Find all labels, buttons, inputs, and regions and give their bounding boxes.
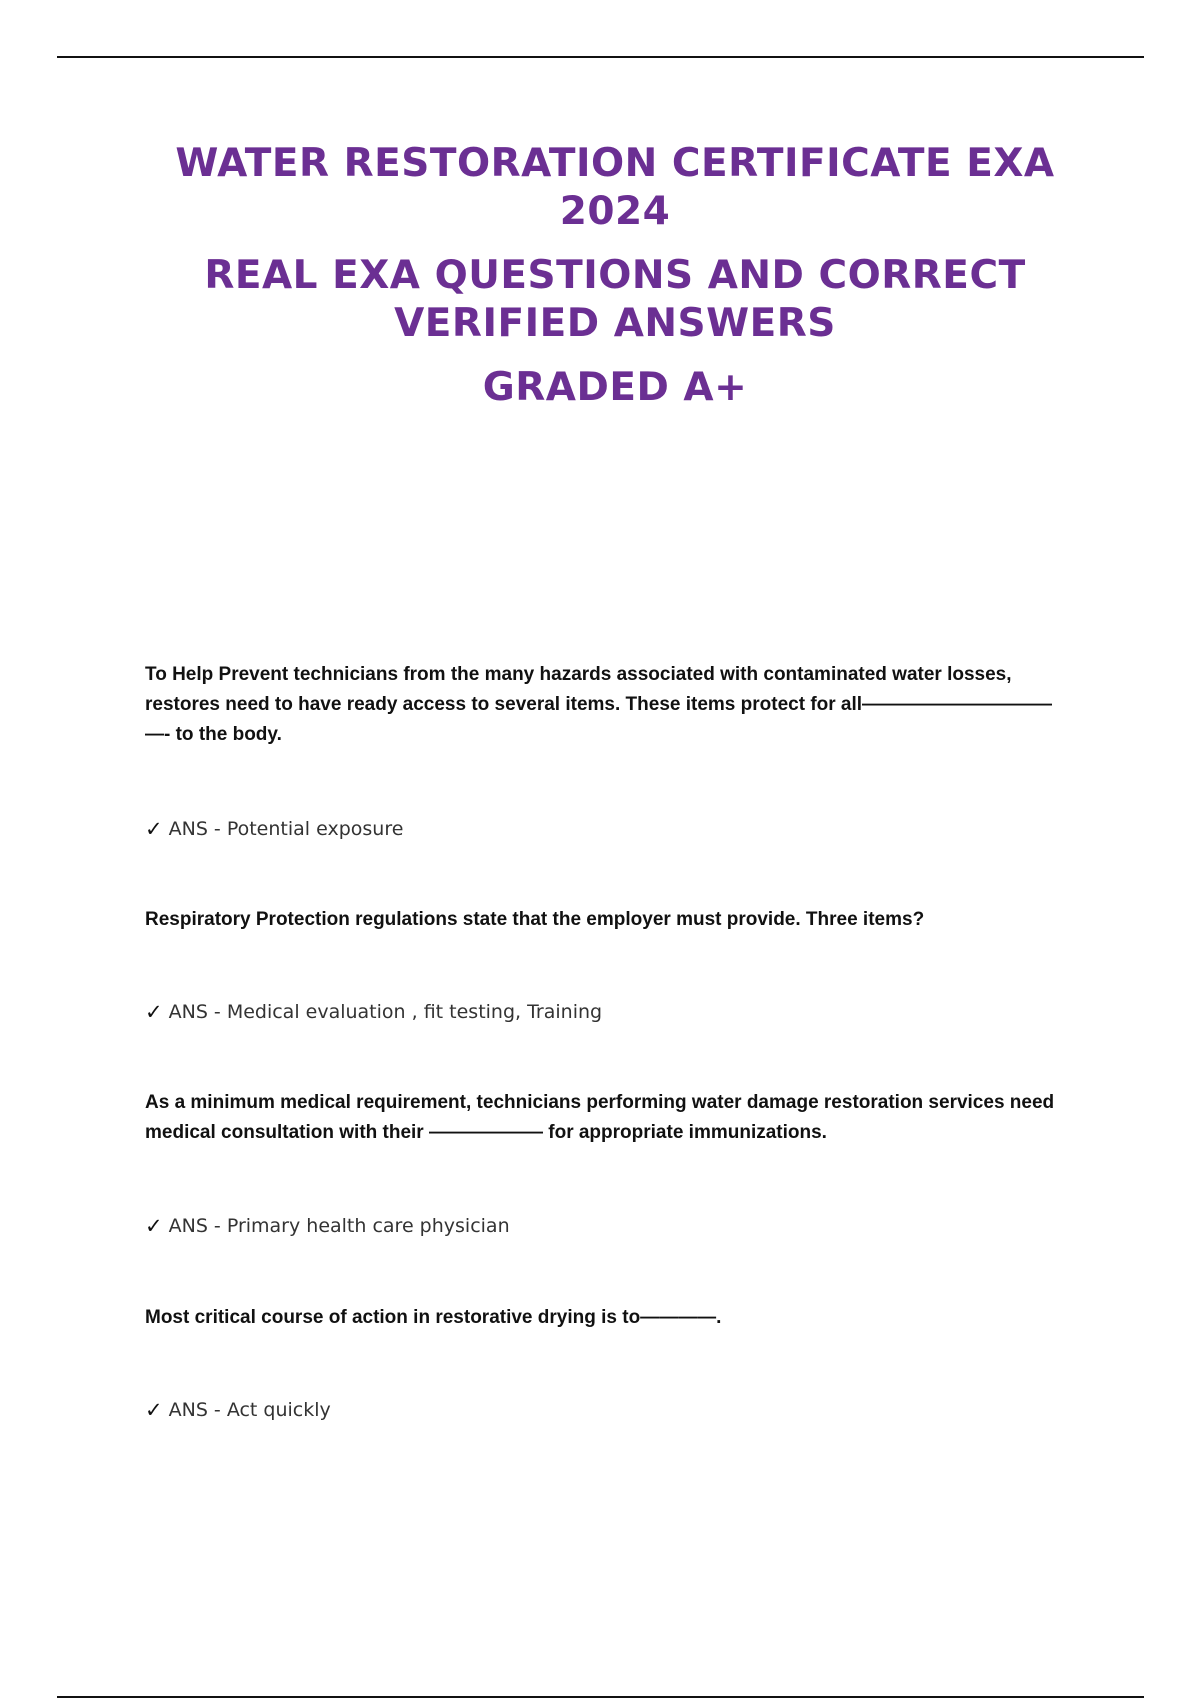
qa-item-1 [145, 660, 1075, 750]
check-icon: ✓ [145, 1398, 163, 1422]
check-icon: ✓ [145, 817, 163, 841]
answer-4: ANS - Act quickly [168, 1399, 331, 1421]
answer-3: ANS - Primary health care physician [168, 1215, 510, 1237]
bottom-rule [57, 1696, 1144, 1698]
top-rule [57, 56, 1144, 58]
qa-item-2 [145, 905, 1075, 935]
answer-row-3 [145, 1212, 1075, 1240]
question-2: Respiratory Protection regulations state that the employer must provide. Three items? [145, 909, 925, 930]
title-line-1: WATER RESTORATION CERTIFICATE EXA [175, 141, 1055, 186]
title-line-4: VERIFIED ANSWERS [394, 301, 836, 346]
qa-item-3 [145, 1088, 1075, 1148]
title-line-3: REAL EXA QUESTIONS AND CORRECT [204, 253, 1026, 298]
title-line-5: GRADED A+ [482, 365, 748, 410]
title-line-2: 2024 [559, 189, 671, 234]
check-icon: ✓ [145, 1214, 163, 1238]
question-1: To Help Prevent technicians from the many hazards associated with contaminated water losses, restores need to have ready access to several items. These items protect for all—————————— —- to the body. [145, 664, 1053, 745]
answer-row-4 [145, 1396, 1075, 1424]
question-4: Most critical course of action in restorative drying is to————. [145, 1307, 722, 1328]
document-title [60, 140, 1170, 412]
answer-row-2 [145, 998, 1075, 1026]
answer-1: ANS - Potential exposure [168, 818, 404, 840]
answer-row-1 [145, 815, 1075, 843]
check-icon: ✓ [145, 1000, 163, 1024]
answer-2: ANS - Medical evaluation , fit testing, Training [168, 1001, 603, 1023]
question-3: As a minimum medical requirement, technicians performing water damage restoration services need medical consultation with their —————— for appropriate immunizations. [145, 1092, 1055, 1143]
qa-item-4 [145, 1303, 1075, 1333]
